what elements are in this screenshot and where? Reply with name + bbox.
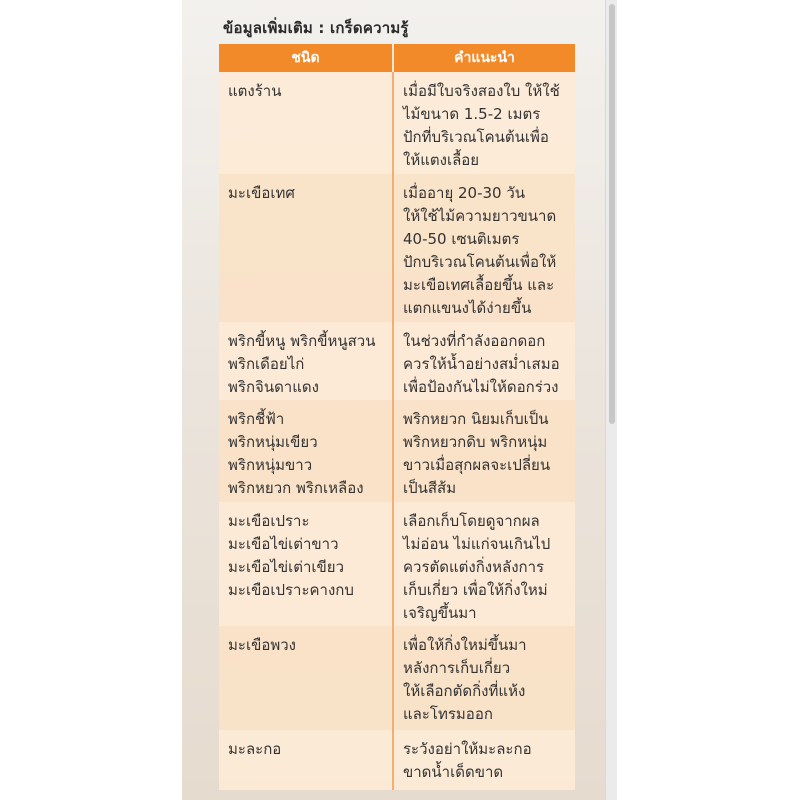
type-cell	[219, 72, 394, 174]
type-line: พริกชี้ฟ้า	[228, 410, 285, 428]
type-line: พริกหนุ่มเขียว	[228, 433, 318, 451]
advice-cell	[394, 400, 575, 502]
advice-line: ควรให้น้ำอย่างสม่ำเสมอ	[403, 355, 560, 373]
advice-line: และโทรมออก	[403, 705, 493, 723]
advice-line: พริกหยวกดิบ พริกหนุ่ม	[403, 433, 548, 451]
advice-line: ให้เลือกตัดกิ่งที่แห้ง	[403, 682, 526, 700]
table-row	[219, 322, 575, 400]
table-row	[219, 626, 575, 730]
type-line: พริกเดือยไก่	[228, 355, 305, 373]
advice-line: ในช่วงที่กำลังออกดอก	[403, 332, 546, 350]
advice-cell	[394, 730, 575, 790]
advice-line: เพื่อให้กิ่งใหม่ขึ้นมา	[403, 636, 527, 654]
vertical-scrollbar[interactable]	[605, 0, 617, 800]
advice-line: ขาวเมื่อสุกผลจะเปลี่ยน	[403, 456, 551, 474]
right-margin	[617, 0, 800, 800]
table-row	[219, 72, 575, 174]
type-line: แตงร้าน	[228, 82, 282, 100]
type-line: พริกจินดาแดง	[228, 378, 319, 396]
advice-line: เก็บเกี่ยว เพื่อให้กิ่งใหม่	[403, 581, 548, 599]
advice-line: เพื่อป้องกันไม่ให้ดอกร่วง	[403, 378, 559, 396]
column-header-advice: คำแนะนำ	[454, 50, 515, 66]
type-line: พริกหยวก พริกเหลือง	[228, 479, 364, 497]
table-row	[219, 502, 575, 626]
type-line: มะเขือเทศ	[228, 184, 295, 202]
type-cell	[219, 322, 394, 400]
advice-line: ให้ใช้ไม้ความยาวขนาด	[403, 207, 557, 225]
advice-line: ระวังอย่าให้มะละกอ	[403, 740, 532, 758]
table-row	[219, 400, 575, 502]
type-line: พริกขี้หนู พริกขี้หนูสวน	[228, 332, 376, 350]
advice-cell	[394, 72, 575, 174]
page-title: ข้อมูลเพิ่มเติม : เกร็ดความรู้	[223, 19, 409, 37]
advice-line: พริกหยวก นิยมเก็บเป็น	[403, 410, 549, 428]
type-cell	[219, 730, 394, 790]
type-line: มะเขือไข่เต่าเขียว	[228, 558, 345, 576]
advice-line: 40-50 เซนติเมตร	[403, 230, 520, 248]
table-row	[219, 730, 575, 790]
advice-line: ให้แตงเลื้อย	[403, 151, 480, 169]
advice-cell	[394, 626, 575, 730]
advice-cell	[394, 322, 575, 400]
type-line: มะเขือพวง	[228, 636, 296, 654]
column-header-type: ชนิด	[219, 44, 394, 72]
advice-line: เป็นสีส้ม	[403, 479, 457, 497]
type-line: พริกหนุ่มขาว	[228, 456, 313, 474]
type-line: มะละกอ	[228, 740, 282, 758]
scrollbar-thumb[interactable]	[609, 4, 615, 424]
type-cell	[219, 626, 394, 730]
advice-line: ไม่อ่อน ไม่แก่จนเกินไป	[403, 535, 551, 553]
type-cell	[219, 174, 394, 322]
type-line: มะเขือเปราะคางกบ	[228, 581, 354, 599]
type-cell	[219, 400, 394, 502]
advice-line: หลังการเก็บเกี่ยว	[403, 659, 511, 677]
advice-line: เจริญขึ้นมา	[403, 604, 477, 622]
advice-cell	[394, 502, 575, 626]
table-header	[219, 44, 575, 72]
advice-line: เลือกเก็บโดยดูจากผล	[403, 512, 540, 530]
advice-line: มะเขือเทศเลื้อยขึ้น และ	[403, 276, 555, 294]
advice-line: แตกแขนงได้ง่ายขึ้น	[403, 299, 532, 317]
type-cell	[219, 502, 394, 626]
advice-line: เมื่ออายุ 20-30 วัน	[403, 184, 526, 202]
table-row	[219, 174, 575, 322]
advice-cell	[394, 174, 575, 322]
type-line: มะเขือเปราะ	[228, 512, 310, 530]
advice-line: ไม้ขนาด 1.5-2 เมตร	[403, 105, 541, 123]
advice-line: ขาดน้ำเด็ดขาด	[403, 763, 504, 781]
infographic-panel	[182, 0, 605, 800]
type-line: มะเขือไข่เต่าขาว	[228, 535, 339, 553]
tips-table	[219, 44, 575, 790]
left-margin	[0, 0, 182, 800]
advice-line: ควรตัดแต่งกิ่งหลังการ	[403, 558, 545, 576]
advice-line: ปักที่บริเวณโคนต้นเพื่อ	[403, 128, 549, 146]
advice-line: เมื่อมีใบจริงสองใบ ให้ใช้	[403, 82, 560, 100]
advice-line: ปักบริเวณโคนต้นเพื่อให้	[403, 253, 557, 271]
